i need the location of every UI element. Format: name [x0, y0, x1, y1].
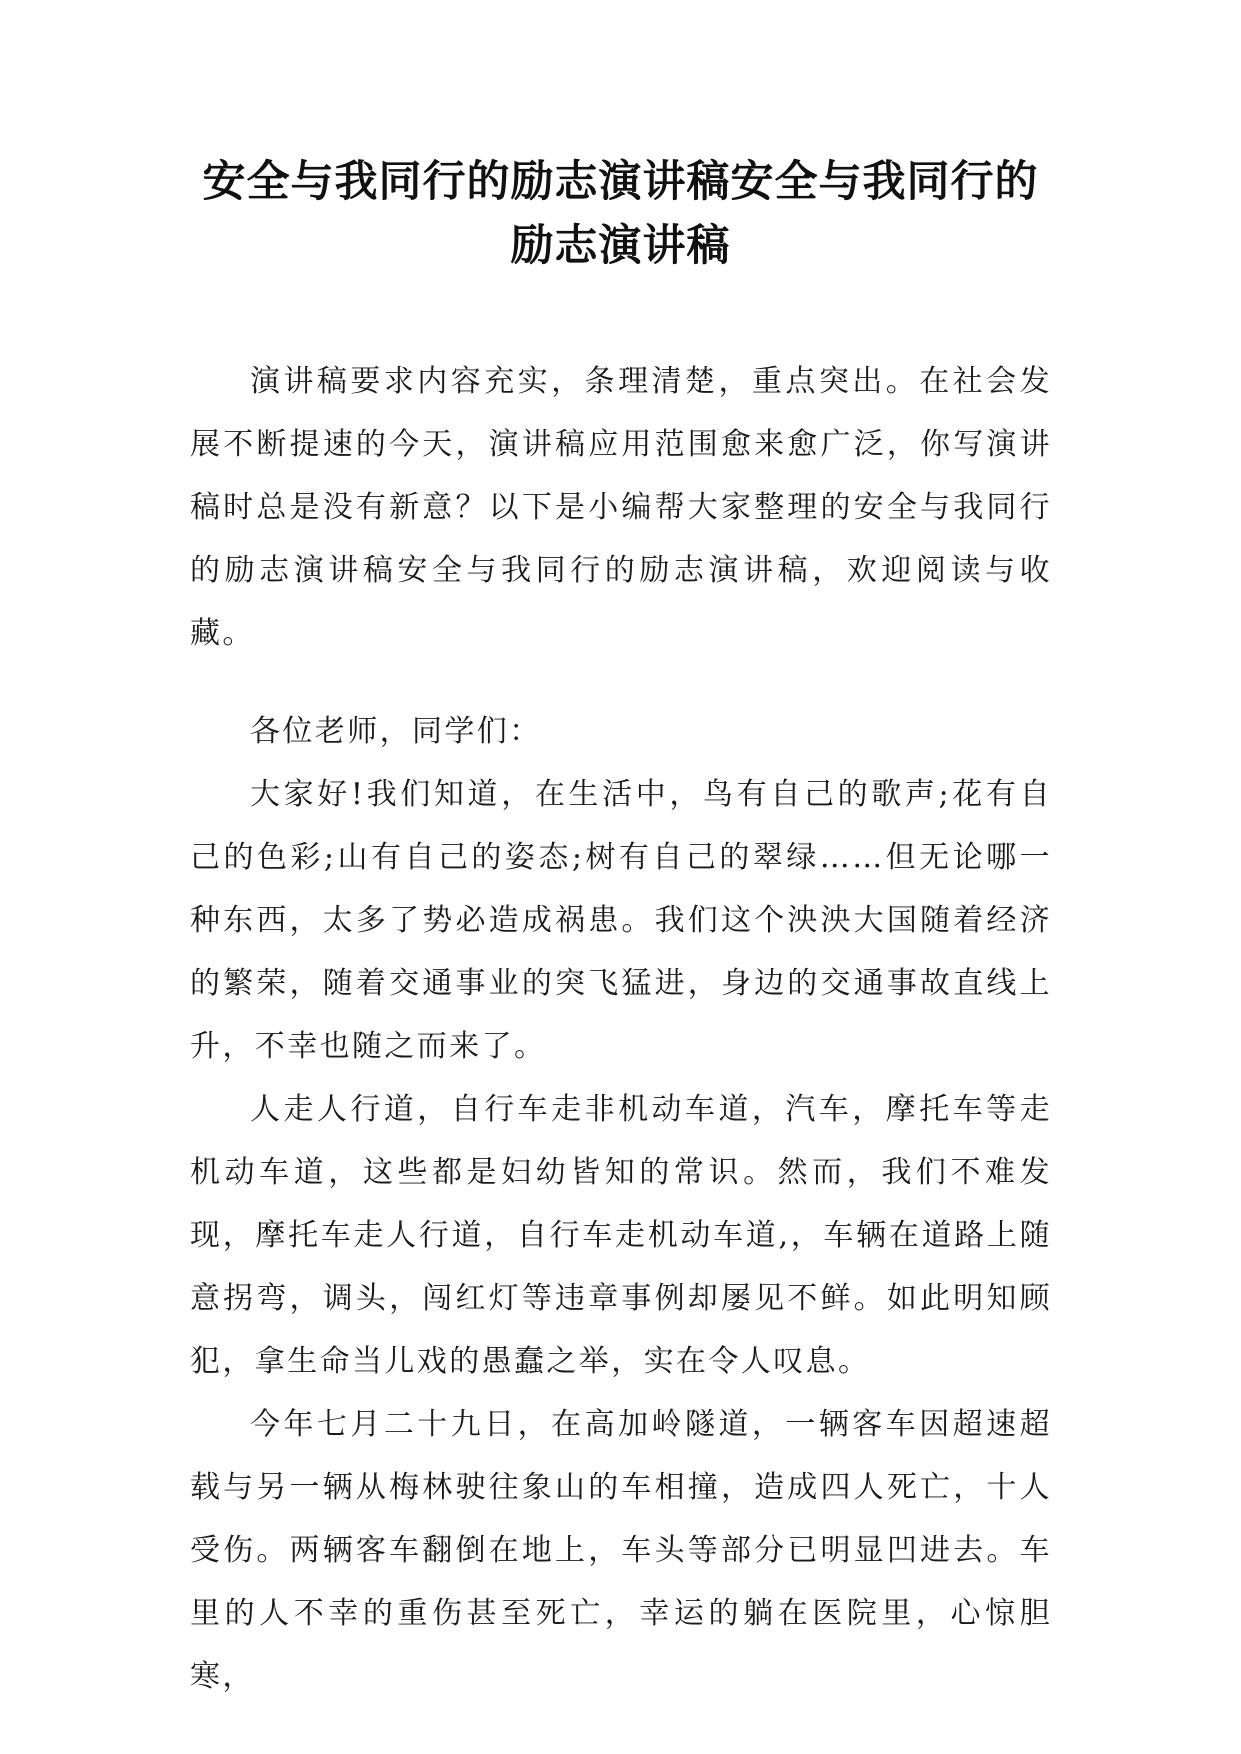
intro-section: [190, 350, 1052, 665]
speech-section: [190, 700, 1052, 1708]
body-paragraph: 人走人行道，自行车走非机动车道，汽车，摩托车等走机动车道，这些都是妇幼皆知的常识。然而，我们不难发现，摩托车走人行道，自行车走机动车道,，车辆在道路上随意拐弯，调头，闯红灯等违章事例却屡见不鲜。如此明知顾犯，拿生命当儿戏的愚蠢之举，实在令人叹息。: [190, 1092, 1052, 1379]
body-paragraph: 今年七月二十九日，在高加岭隧道，一辆客车因超速超载与另一辆从梅林驶往象山的车相撞，造成四人死亡，十人受伤。两辆客车翻倒在地上，车头等部分已明显凹进去。车里的人不幸的重伤甚至死亡，幸运的躺在医院里，心惊胆寒，: [190, 1407, 1052, 1694]
intro-paragraph: 演讲稿要求内容充实，条理清楚，重点突出。在社会发展不断提速的今天，演讲稿应用范围愈来愈广泛，你写演讲稿时总是没有新意？以下是小编帮大家整理的安全与我同行的励志演讲稿安全与我同行的励志演讲稿，欢迎阅读与收藏。: [190, 364, 1052, 651]
document-title: 安全与我同行的励志演讲稿安全与我同行的励志演讲稿: [202, 157, 1039, 271]
salutation: 各位老师，同学们：: [250, 714, 542, 749]
body-paragraph: 大家好!我们知道，在生活中，鸟有自己的歌声;花有自己的色彩;山有自己的姿态;树有自己的翠绿……但无论哪一种东西，太多了势必造成祸患。我们这个泱泱大国随着经济的繁荣，随着交通事业的突飞猛进，身边的交通事故直线上升，不幸也随之而来了。: [190, 777, 1052, 1064]
